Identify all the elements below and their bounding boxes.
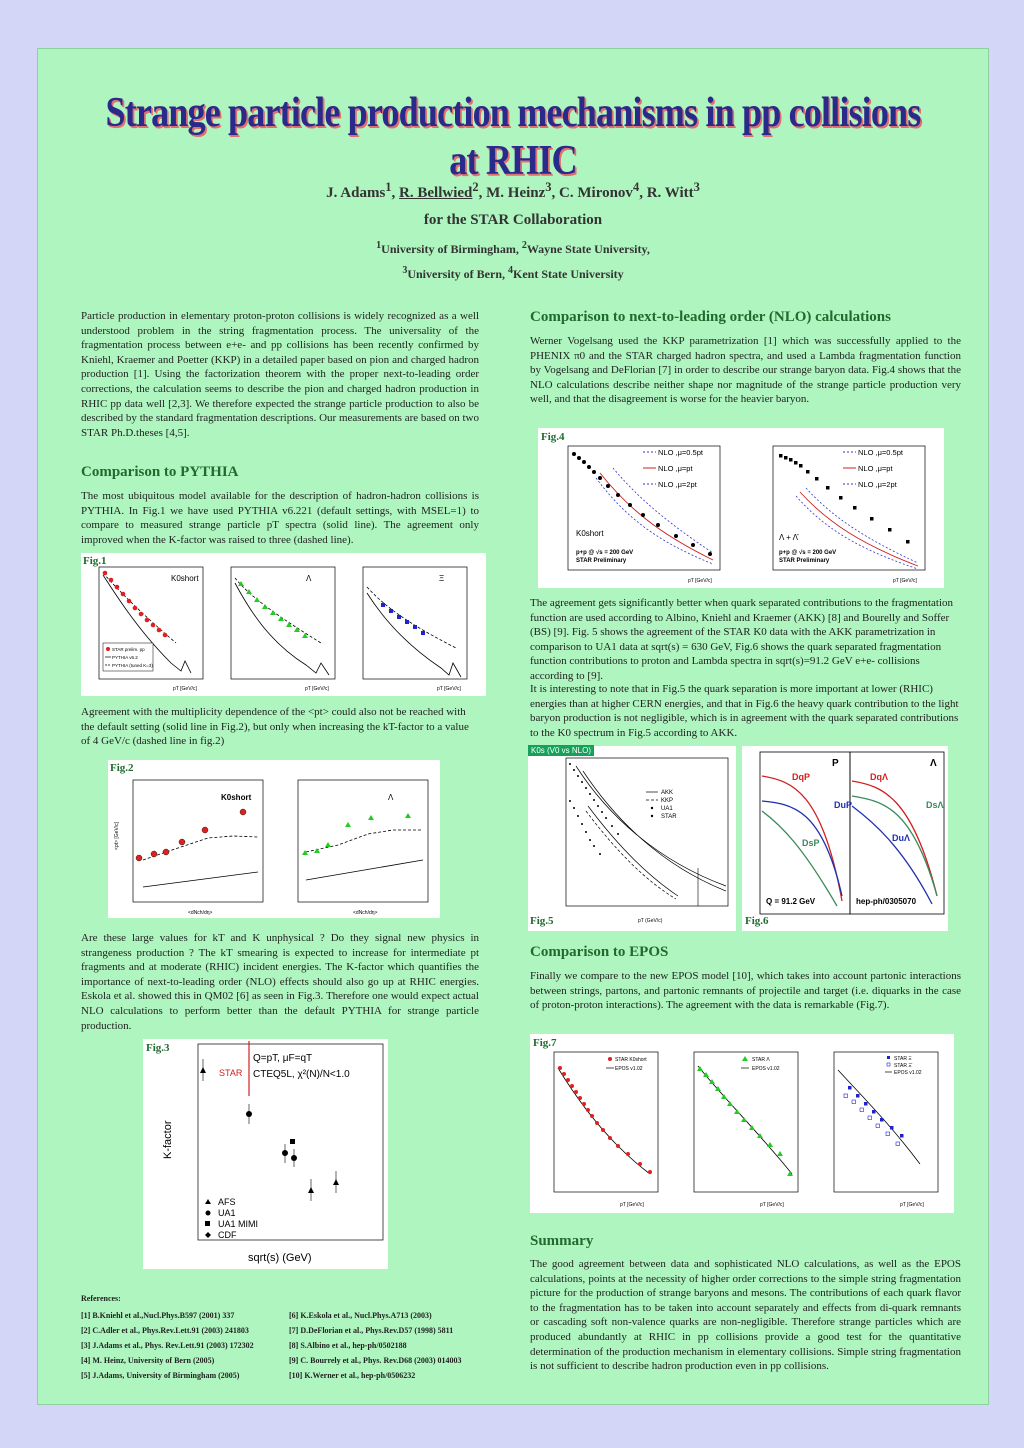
reference-item: [10] K.Werner et al., hep-ph/0506232 bbox=[289, 1371, 416, 1380]
panel-particle-label: Λ bbox=[388, 793, 394, 802]
affiliation-mark: 3 bbox=[402, 265, 408, 276]
legend-entry: NLO ,μ=2pt bbox=[658, 480, 697, 489]
summary-heading: Summary bbox=[530, 1233, 594, 1249]
affiliation-mark: 3 bbox=[545, 180, 552, 194]
lambda-data-points bbox=[238, 581, 308, 638]
legend-entry: UA1 MIMI bbox=[218, 1219, 259, 1229]
curve-label: DqP bbox=[792, 772, 810, 782]
reference-item: [4] M. Heinz, University of Bern (2005) bbox=[81, 1356, 215, 1365]
pythia-default-line bbox=[306, 860, 423, 880]
legend-marker bbox=[887, 1063, 890, 1066]
curve-label: DqΛ bbox=[870, 772, 888, 782]
fig7-panel-lambda bbox=[694, 1052, 798, 1208]
curve-label: DuΛ bbox=[892, 833, 910, 843]
reference-item: [2] C.Adler et al., Phys.Rev.Lett.91 (2003) 241803 bbox=[81, 1326, 249, 1335]
reference-item: [8] S.Albino et al., hep-ph/0502188 bbox=[289, 1341, 407, 1350]
axis-label: sqrt(s) (GeV) bbox=[248, 1252, 312, 1264]
figure-label: Fig.3 bbox=[146, 1042, 170, 1054]
curve-label: DuP bbox=[834, 800, 852, 810]
legend-entry: PYTHIA (tuned K=3) bbox=[112, 663, 153, 668]
epos-curve bbox=[838, 1070, 920, 1164]
affiliation-mark: 1 bbox=[376, 240, 382, 251]
fig7-panel-xi bbox=[834, 1052, 938, 1208]
xi-epos-points bbox=[848, 1086, 904, 1138]
legend-entry: STAR Ξ̄ bbox=[894, 1063, 912, 1069]
fig1-panel-lambda bbox=[231, 567, 335, 692]
reference-item: [3] J.Adams et al., Phys. Rev.Lett.91 (2003) 172302 bbox=[81, 1341, 254, 1350]
pythia-kt-line bbox=[306, 830, 423, 852]
curve-label: DsΛ bbox=[926, 800, 944, 810]
preliminary-label: STAR Preliminary bbox=[576, 558, 627, 564]
fig4-nlo-spectra bbox=[538, 428, 944, 588]
panel-particle-label: Ξ bbox=[439, 574, 445, 583]
legend-marker bbox=[205, 1221, 210, 1226]
curve-label: DsP bbox=[802, 838, 820, 848]
figure-6 bbox=[742, 746, 948, 931]
axis-label: pT [GeV/c] bbox=[760, 1202, 784, 1208]
panel-particle-label: K0short bbox=[221, 793, 252, 802]
legend-entry: EPOS v1.02 bbox=[615, 1066, 643, 1072]
star-label: STAR bbox=[219, 1068, 243, 1078]
legend-marker bbox=[205, 1232, 211, 1238]
legend-entry: NLO ,μ=0.5pt bbox=[858, 448, 903, 457]
ua1-points bbox=[569, 763, 619, 835]
axis-label: pT (GeV/c) bbox=[638, 918, 663, 924]
author-presenter: R. Bellwied bbox=[399, 185, 473, 201]
axis-label: pT [GeV/c] bbox=[900, 1202, 924, 1208]
reference-item: [1] B.Kniehl et al.,Nucl.Phys.B597 (2001) 337 bbox=[81, 1311, 235, 1320]
legend-entry: UA1 bbox=[661, 806, 673, 812]
epos-heading: Comparison to EPOS bbox=[530, 944, 669, 960]
references-left bbox=[81, 1308, 281, 1383]
figure-7 bbox=[530, 1034, 954, 1213]
fig1-caption-paragraph: Agreement with the multiplicity dependence of the <pt> could also not be reached with the default setting (solid line in Fig.2), but only when increasing the kT-factor to a value of 4 GeV/c (dashed line in fig.2) bbox=[81, 706, 469, 748]
legend-entry: STAR Λ bbox=[752, 1057, 770, 1063]
energy-label: Q = 91.2 GeV bbox=[766, 897, 816, 906]
affiliation-mark: 1 bbox=[385, 180, 392, 194]
akk-paragraph-2: It is interesting to note that in Fig.5 the quark separation is more important at lower (RHIC) energies than at higher CERN energies, and that in Fig.6 the heavy quark contribution to the light baryon production is not negligible, which is in agreement with the quark separated contributions to the K0 spectrum in Fig.5 according to AKK. bbox=[530, 683, 959, 739]
fig2-mean-pt bbox=[108, 760, 440, 918]
institutions-line-2 bbox=[38, 265, 988, 282]
epos-curve bbox=[558, 1068, 650, 1174]
affiliation-mark: 2 bbox=[521, 240, 527, 251]
axis-label: pT [GeV/c] bbox=[437, 686, 461, 692]
figure-5 bbox=[528, 746, 736, 931]
figure-4 bbox=[538, 428, 944, 588]
legend-marker bbox=[206, 1211, 211, 1216]
legend-marker bbox=[651, 807, 653, 809]
legend-marker bbox=[742, 1056, 748, 1061]
star-points bbox=[569, 800, 601, 855]
collaboration: for the STAR Collaboration bbox=[423, 212, 603, 228]
figure-3 bbox=[143, 1039, 388, 1269]
energy-label: p+p @ √s = 200 GeV bbox=[576, 550, 634, 556]
poster bbox=[37, 48, 989, 1405]
panel-particle-label: Λ + Λ̄ bbox=[779, 533, 798, 542]
author: J. Adams bbox=[326, 185, 386, 201]
panel-particle-label: K0short bbox=[576, 529, 604, 538]
legend-marker bbox=[887, 1056, 890, 1059]
kt-paragraph: Are these large values for kT and K unphysical ? Do they signal new physics in strangeness production ? The kT smearing is expected to increase for intermediate pt fragments and at moderate (RHIC) incident energies. The K-factor which quantifies the importance of next-to-leading order (NLO) effects should also go up at RHIC energies. Eskola et al. showed this in QM02 [6] as seen in Fig.3. Therefore one would expect actual NLO calculations to perform better than the default PYTHIA for strange particle production. bbox=[81, 932, 479, 1032]
figure-label: Fig.1 bbox=[83, 555, 107, 567]
pythia-paragraph: The most ubiquitous model available for the description of hadron-hadron collisions is PYTHIA. In Fig.1 we have used PYTHIA v6.221 (default settings, with MSEL=1) to compare to measured strange particle pT spectra (solid line). The agreement only improved when the K-factor was raised to three (dashed line). bbox=[81, 490, 479, 546]
legend-marker bbox=[651, 815, 653, 817]
xibar-epos-points bbox=[844, 1094, 900, 1146]
xi-data-points bbox=[381, 603, 425, 635]
akk-curve bbox=[576, 766, 726, 886]
figure-label: Fig.7 bbox=[533, 1037, 557, 1049]
legend-entry: PYTHIA v6.2 bbox=[112, 655, 138, 660]
figure-label: Fig.4 bbox=[541, 431, 565, 443]
legend-entry: STAR bbox=[661, 814, 677, 820]
akk-curve bbox=[583, 771, 726, 891]
axis-label: <dNch/dη> bbox=[353, 910, 378, 916]
pythia-default-line bbox=[143, 872, 258, 887]
legend-marker bbox=[608, 1057, 612, 1061]
fig5-akk-comparison bbox=[528, 746, 736, 931]
author: C. Mironov bbox=[559, 185, 633, 201]
intro-paragraph: Particle production in elementary proton-proton collisions is widely recognized as a well understood problem in the string fragmentation process. The universality of the fragmentation process between e+e- and pp collisions has been recently confirmed by Kniehl, Kraemer and Poetter (KKP) in a detailed paper based on pion and charged hadron production [1]. Using the factorization theorem with the proper next-to-leading order corrections, the calculation seems to describe the pion and charged hadron production in RHIC pp data well [2,3]. We therefore expected the strange particle production to also be described by the standard fragmentation descriptions. Our measurements are based on two STAR Ph.D.theses [4,5]. bbox=[81, 310, 479, 439]
figure-label: Fig.2 bbox=[110, 762, 134, 774]
axis-label: pT [GeV/c] bbox=[173, 686, 197, 692]
legend-entry: KKP bbox=[661, 798, 674, 804]
pythia-heading: Comparison to PYTHIA bbox=[81, 464, 239, 480]
author-list: J. Adams$^1$, R. Bellwied$^2$, M. Heinz$^3$, C. Mironov$^4$, R. Witt$^3$ bbox=[326, 180, 700, 201]
legend-entry: NLO ,μ=2pt bbox=[858, 480, 897, 489]
legend-entry: EPOS v1.02 bbox=[894, 1070, 922, 1076]
author: R. Witt bbox=[646, 185, 694, 201]
nlo-paragraph: Werner Vogelsang used the KKP parametrization [1] which was successfully applied to the PHENIX π0 and the STAR charged hadron spectra, and used a Lambda fragmentation function by Vogelsang and DeFlorian [7] in order to describe our strange baryon data. Fig.4 shows that the NLO calculations describe neither shape nor magnitude of the strange particle production very well, and that the disagreement is worse for the heavier baryon. bbox=[530, 335, 961, 406]
axis-label: pT [GeV/c] bbox=[305, 686, 329, 692]
affiliation-mark: 4 bbox=[508, 265, 513, 276]
fig2-panel-k0 bbox=[114, 780, 263, 916]
references-heading: References: bbox=[81, 1294, 121, 1303]
panel-label-lambda: Λ bbox=[930, 758, 937, 769]
k-factor-points bbox=[200, 1067, 339, 1193]
reference-label: hep-ph/0305070 bbox=[856, 897, 917, 906]
summary-paragraph: The good agreement between data and sophisticated NLO calculations, as well as the EPOS calculations, points at the necessity of higher order corrections to the simple string fragmentation picture for the production of strange baryons and mesons. The contributions of each quark flavor to the fragmentation has to be taken into account separately and effects from di-quark remnants or cascading soft non-valence quarks are non-negligible. Therefore strange particles which are produced abundantly at RHIC in pp collisions provide a good test for the quantitative determination of the production mechanism in elementary collisions. Simple string fragmentation is not sufficient to describe hadron production even in pp collisions. bbox=[530, 1258, 961, 1373]
author: M. Heinz bbox=[486, 185, 546, 201]
fig3-equation-1: Q=pT, μF=qT bbox=[253, 1053, 313, 1064]
affiliation-mark: 3 bbox=[693, 180, 700, 194]
legend-entry: UA1 bbox=[218, 1208, 236, 1218]
preliminary-label: STAR Preliminary bbox=[779, 558, 830, 564]
legend-entry: CDF bbox=[218, 1230, 237, 1240]
legend-entry: NLO ,μ=pt bbox=[858, 464, 893, 473]
affiliation-mark: 4 bbox=[632, 180, 640, 194]
du-l-curve bbox=[852, 806, 932, 904]
fig3-k-factor bbox=[143, 1039, 388, 1269]
legend-entry: STAR Ξ bbox=[894, 1056, 912, 1062]
axis-label: pT [GeV/c] bbox=[620, 1202, 644, 1208]
reference-item: [5] J.Adams, University of Birmingham (2005) bbox=[81, 1371, 240, 1380]
institution: University of Birmingham, bbox=[381, 242, 522, 256]
legend-marker bbox=[106, 647, 110, 651]
legend-entry: EPOS v1.02 bbox=[752, 1066, 780, 1072]
fig7-epos-spectra bbox=[530, 1034, 954, 1213]
reference-item: [6] K.Eskola et al., Nucl.Phys.A713 (2003) bbox=[289, 1311, 432, 1320]
lambda-epos-points bbox=[697, 1066, 793, 1176]
nlo-heading: Comparison to next-to-leading order (NLO) calculations bbox=[530, 309, 891, 325]
affiliation-mark: 2 bbox=[472, 180, 479, 194]
fig4-panel-k0 bbox=[568, 446, 720, 584]
fig1-panel-k0 bbox=[99, 567, 203, 692]
epos-paragraph: Finally we compare to the new EPOS model [10], which takes into account partonic interactions between strings, partons, and partonic remnants of projectile and target (i.e. diquarks in the case of proton-proton interactions). The agreement with the data is remarkable (Fig.7). bbox=[530, 970, 961, 1012]
legend-entry: NLO ,μ=0.5pt bbox=[658, 448, 703, 457]
axis-label: <dNch/dη> bbox=[188, 910, 213, 916]
legend-entry: AKK bbox=[661, 790, 674, 796]
lambda-mean-pt-points bbox=[302, 813, 411, 855]
fig2-panel-lambda bbox=[298, 780, 428, 916]
fig6-fragmentation-functions bbox=[742, 746, 948, 931]
institution: University of Bern, bbox=[407, 267, 508, 281]
fig5-tag: K0s (V0 vs NLO) bbox=[528, 745, 594, 756]
institutions-line-1 bbox=[38, 240, 988, 257]
fig3-equation-2: CTEQ5L, χ²(N)/N<1.0 bbox=[253, 1069, 350, 1080]
kkp-curve bbox=[586, 811, 676, 899]
figure-2 bbox=[108, 760, 440, 918]
fig1-panel-xi bbox=[363, 567, 467, 692]
fig7-panel-k0 bbox=[554, 1052, 658, 1208]
axis-label: pT [GeV/c] bbox=[688, 578, 712, 584]
axis-label: <pt> [GeV/c] bbox=[114, 821, 120, 850]
panel-particle-label: Λ bbox=[306, 574, 312, 583]
legend-entry: STAR prelim. pp bbox=[112, 647, 145, 652]
reference-item: [9] C. Bourrely et al., Phys. Rev.D68 (2003) 014003 bbox=[289, 1356, 462, 1365]
energy-label: p+p @ √s = 200 GeV bbox=[779, 550, 837, 556]
axis-label: K-factor bbox=[162, 1120, 174, 1159]
references-right bbox=[289, 1308, 499, 1383]
fig4-panel-lambda bbox=[773, 446, 925, 584]
legend-entry: STAR K0short bbox=[615, 1057, 647, 1063]
axis-label: pT [GeV/c] bbox=[893, 578, 917, 584]
legend-entry: AFS bbox=[218, 1197, 236, 1207]
ds-p-curve bbox=[762, 811, 837, 906]
fig1-spectra bbox=[81, 553, 486, 696]
figure-label: Fig.6 bbox=[745, 915, 769, 927]
panel-particle-label: K0short bbox=[171, 574, 199, 583]
pythia-kt-line bbox=[143, 836, 258, 860]
figure-label: Fig.5 bbox=[530, 915, 554, 927]
figure-1 bbox=[81, 553, 486, 696]
k0-mean-pt-points bbox=[136, 809, 246, 861]
legend-marker bbox=[205, 1199, 211, 1204]
poster-title: Strange particle production mechanisms in pp collisions at RHIC bbox=[105, 90, 921, 184]
institution: Kent State University bbox=[513, 267, 624, 281]
panel-label-proton: P bbox=[832, 758, 839, 769]
legend-entry: NLO ,μ=pt bbox=[658, 464, 693, 473]
akk-paragraph: The agreement gets significantly better when quark separated contributions to the fragmentation function are used according to Albino, Kniehl and Kraemer (AKK) [8] and Bourelly and Soffer (BS) [9]. Fig. 5 shows the agreement of the STAR K0 data with the AKK parametrization in comparison to UA1 data at sqrt(s) = 630 GeV, Fig.6 shows the quark separated fragmentation function contributions to proton and Lambda spectra in sqrt(s)=91.2 GeV e+e- collisions according to [9]. bbox=[530, 597, 954, 682]
k0-epos-points bbox=[558, 1066, 652, 1174]
institution: Wayne State University, bbox=[526, 242, 650, 256]
reference-item: [7] D.DeFlorian et al., Phys.Rev.D57 (1998) 5811 bbox=[289, 1326, 454, 1335]
error-bars bbox=[203, 1059, 336, 1201]
